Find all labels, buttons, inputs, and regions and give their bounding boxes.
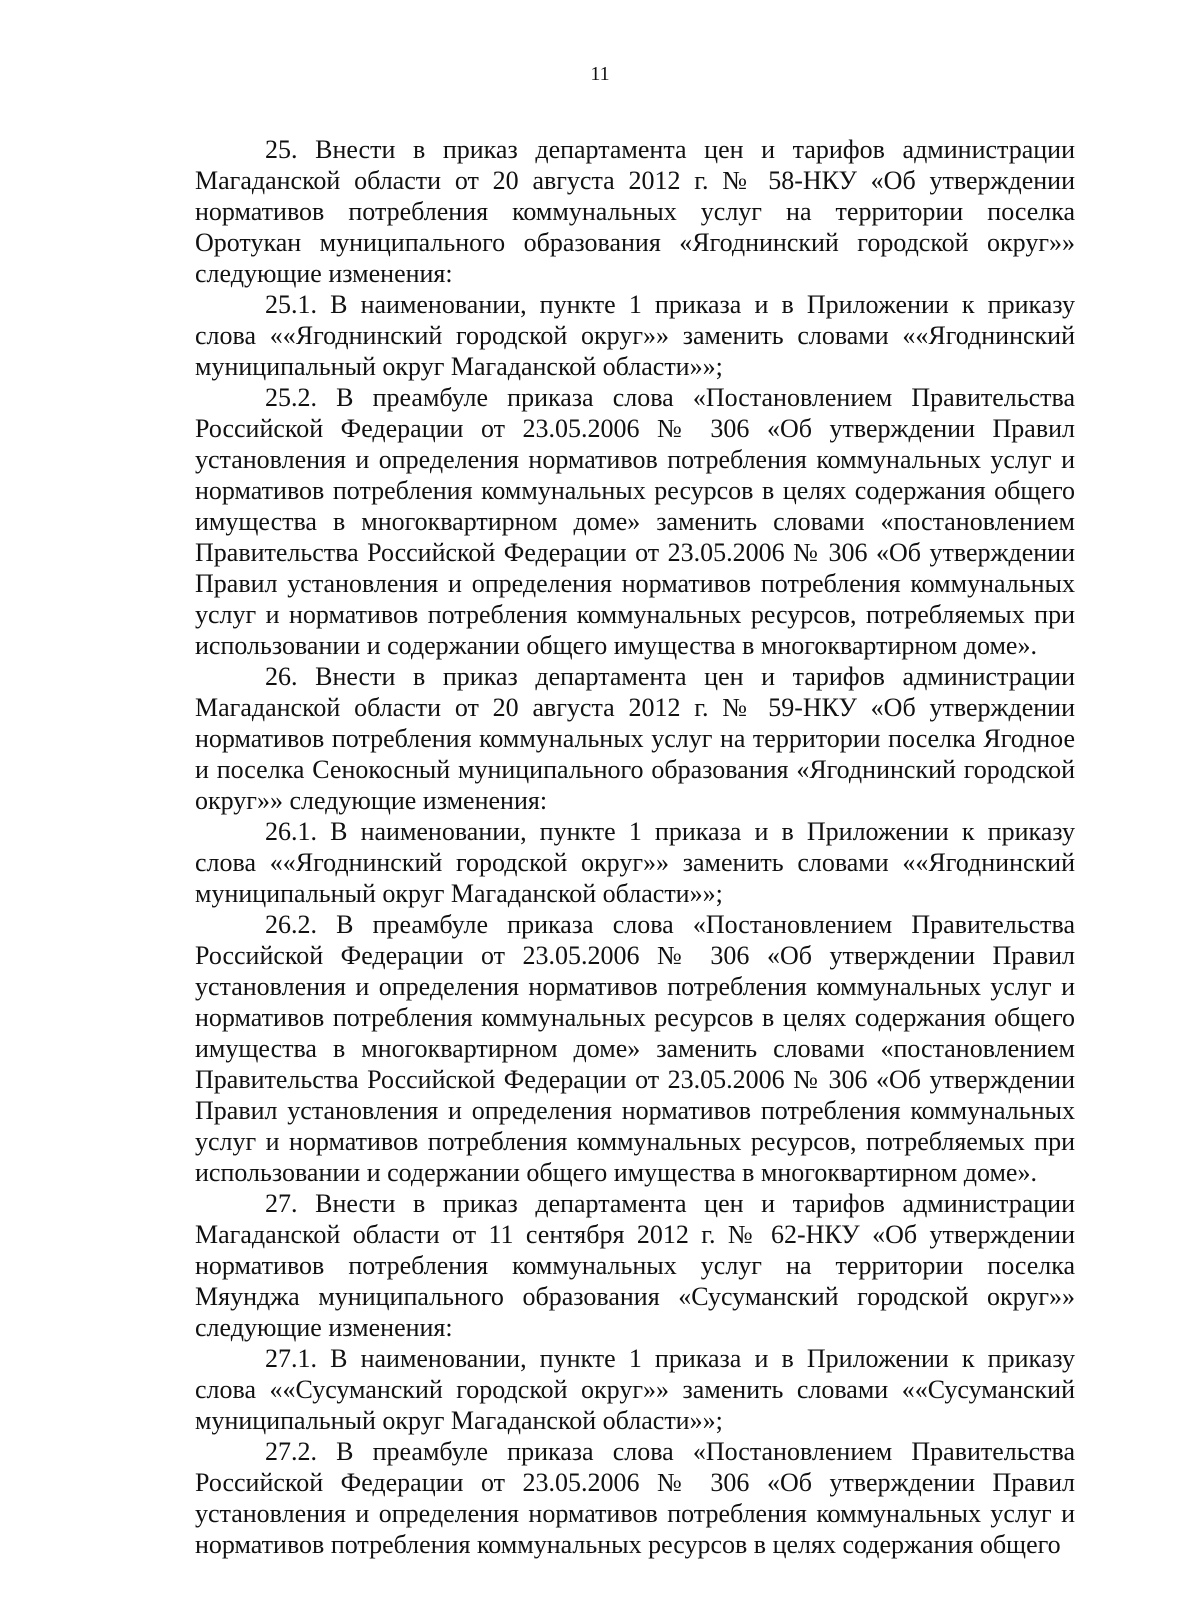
paragraph-25-1: 25.1. В наименовании, пункте 1 приказа и в Приложении к приказу слова ««Ягоднинский городской округ»» заменить словами ««Ягоднинский муниципальный округ Магаданской области»»; [195,290,1075,381]
paragraph-27-2: 27.2. В преамбуле приказа слова «Постановлением Правительства Российской Федерации от 23.05.2006 № 306 «Об утверждении Правил установления и определения нормативов потребления коммунальных услуг и нормативов потребления коммунальных ресурсов в целях содержания общего [195,1437,1075,1559]
paragraph-25: 25. Внести в приказ департамента цен и тарифов администрации Магаданской области от 20 августа 2012 г. № 58-НКУ «Об утверждении нормативов потребления коммунальных услуг на территории поселка Оротукан муниципального образования «Ягоднинский городской округ»» следующие изменения: [195,135,1075,288]
paragraph-25-2: 25.2. В преамбуле приказа слова «Постановлением Правительства Российской Федерации от 23.05.2006 № 306 «Об утверждении Правил установления и определения нормативов потребления коммунальных услуг и нормативов потребления коммунальных ресурсов в целях содержания общего имущества в многоквартирном доме» заменить словами «постановлением Правительства Российской Федерации от 23.05.2006 № 306 «Об утверждении Правил установления и определения нормативов потребления коммунальных услуг и нормативов потребления коммунальных ресурсов, потребляемых при использовании и содержании общего имущества в многоквартирном доме». [195,383,1075,660]
paragraph-26-2: 26.2. В преамбуле приказа слова «Постановлением Правительства Российской Федерации от 23.05.2006 № 306 «Об утверждении Правил установления и определения нормативов потребления коммунальных услуг и нормативов потребления коммунальных ресурсов в целях содержания общего имущества в многоквартирном доме» заменить словами «постановлением Правительства Российской Федерации от 23.05.2006 № 306 «Об утверждении Правил установления и определения нормативов потребления коммунальных услуг и нормативов потребления коммунальных ресурсов, потребляемых при использовании и содержании общего имущества в многоквартирном доме». [195,910,1075,1187]
document-body [195,134,1075,1560]
paragraph-27: 27. Внести в приказ департамента цен и тарифов администрации Магаданской области от 11 сентября 2012 г. № 62-НКУ «Об утверждении нормативов потребления коммунальных услуг на территории поселка Мяунджа муниципального образования «Сусуманский городской округ»» следующие изменения: [195,1189,1075,1342]
paragraph-26: 26. Внести в приказ департамента цен и тарифов администрации Магаданской области от 20 августа 2012 г. № 59-НКУ «Об утверждении нормативов потребления коммунальных услуг на территории поселка Ягодное и поселка Сенокосный муниципального образования «Ягоднинский городской округ»» следующие изменения: [195,662,1075,815]
paragraph-26-1: 26.1. В наименовании, пункте 1 приказа и в Приложении к приказу слова ««Ягоднинский городской округ»» заменить словами ««Ягоднинский муниципальный округ Магаданской области»»; [195,817,1075,908]
page-number: 11 [590,63,610,85]
paragraph-27-1: 27.1. В наименовании, пункте 1 приказа и в Приложении к приказу слова ««Сусуманский городской округ»» заменить словами ««Сусуманский муниципальный округ Магаданской области»»; [195,1344,1075,1435]
